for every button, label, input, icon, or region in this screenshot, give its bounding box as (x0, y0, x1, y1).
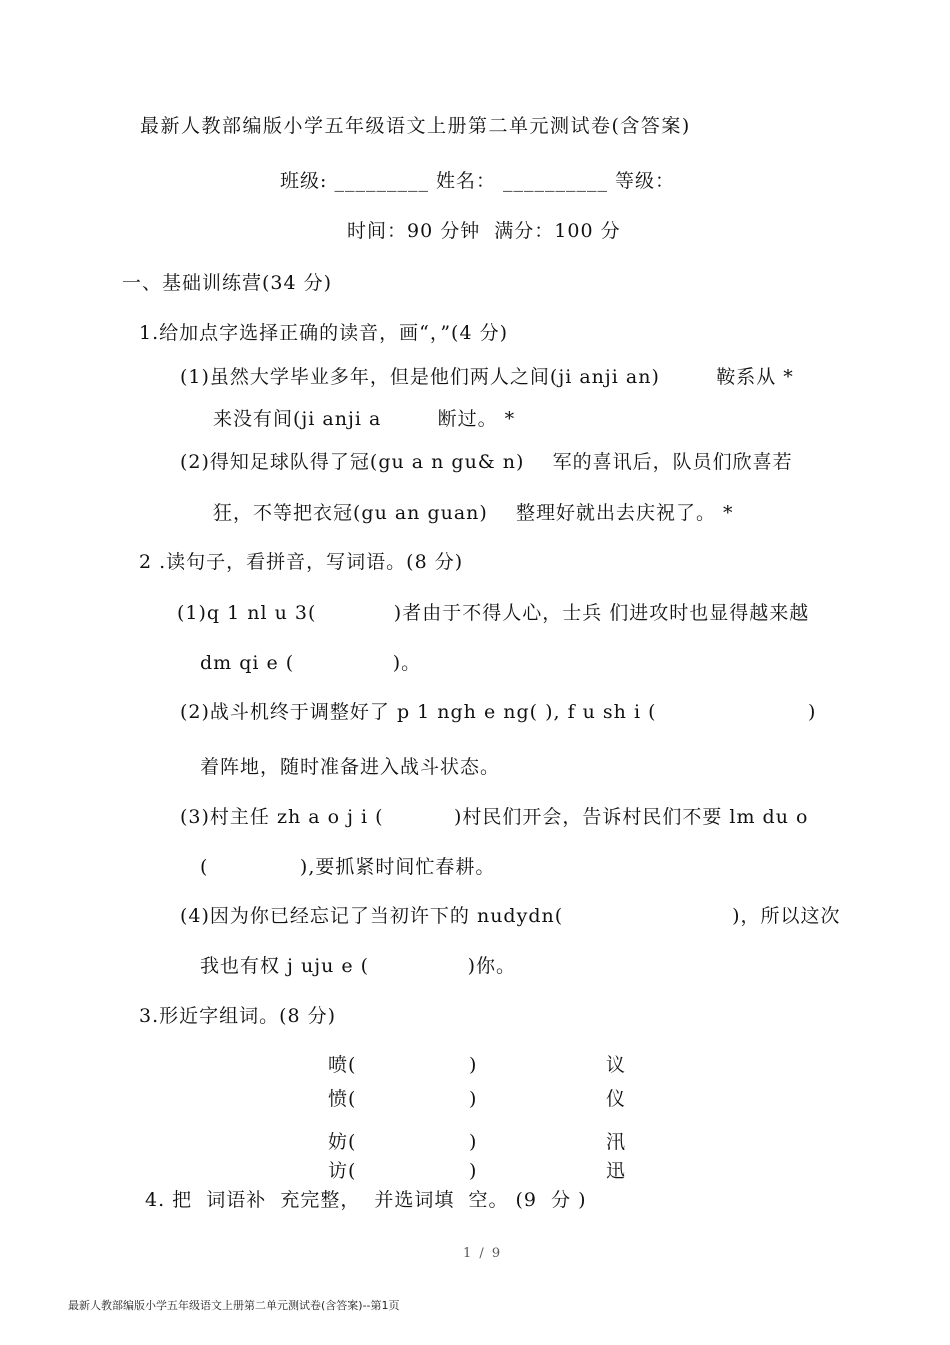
page-number: 1 / 9 (463, 1246, 503, 1261)
class-name-grade-line: 班级: _________ 姓名： __________ 等级： (280, 170, 676, 192)
question-3-heading: 3.形近字组词。(8 分) (139, 1005, 337, 1027)
question-2-item-4-line-2: 我也有权 j uju e ( )你。 (200, 955, 517, 977)
question-1-item-2-line-1: (2)得知足球队得了冠(gu a n gu& n) 军的喜讯后，队员们欣喜若 (180, 451, 793, 473)
question-2-item-1-line-2: dm qi e ( )。 (200, 652, 422, 674)
time-score-line: 时间：90 分钟 满分：100 分 (347, 220, 621, 242)
section-heading: 一、基础训练营(34 分) (122, 272, 333, 294)
question-1-item-1-line-2: 来没有间(ji anji a 断过。 * (213, 408, 516, 430)
word-pair-right: 仪 (606, 1088, 627, 1110)
page-footer: 最新人教部编版小学五年级语文上册第二单元测试卷(含答案)--第1页 (68, 1299, 400, 1312)
word-pair-left: 妨( ) (328, 1131, 478, 1153)
word-pair-left: 愤( ) (328, 1088, 478, 1110)
question-1-heading: 1.给加点字选择正确的读音，画“，”(4 分) (139, 322, 509, 344)
question-2-item-2-line-1: (2)战斗机终于调整好了 p 1 ngh e ng( ), f u sh i ( (180, 701, 657, 723)
word-pair-left: 访( ) (328, 1160, 478, 1182)
word-pair-right: 汛 (606, 1131, 627, 1153)
question-2-item-2-line-2: 着阵地，随时准备进入战斗状态。 (200, 756, 501, 778)
word-pair-left: 喷( ) (328, 1054, 478, 1076)
question-2-heading: 2 .读句子，看拼音，写词语。(8 分) (139, 551, 464, 573)
word-pair-right: 迅 (606, 1160, 627, 1182)
question-4-heading: 4. 把 词语补 充完整， 并选词填 空。 (9 分 ) (145, 1189, 587, 1211)
word-pair-right: 议 (606, 1054, 627, 1076)
question-1-item-2-line-2: 狂，不等把衣冠(gu an guan) 整理好就出去庆祝了。 * (213, 502, 734, 524)
question-2-item-3-line-2: ( ),要抓紧时间忙春耕。 (200, 856, 496, 878)
question-1-item-1-line-1: (1)虽然大学毕业多年，但是他们两人之间(ji anji an) 鞍系从 * (180, 366, 794, 388)
question-2-item-3-line-1: (3)村主任 zh a o j i ( )村民们开会，告诉村民们不要 lm du o (180, 806, 809, 828)
question-2-item-2-close-paren: ) (808, 701, 817, 723)
question-2-item-4-line-1: (4)因为你已经忘记了当初许下的 nudydn( )，所以这次 (180, 905, 841, 927)
question-2-item-1-line-1: (1)q 1 nl u 3( )者由于不得人心，士兵 们进攻时也显得越来越 (177, 602, 810, 624)
document-title: 最新人教部编版小学五年级语文上册第二单元测试卷(含答案) (140, 115, 691, 137)
